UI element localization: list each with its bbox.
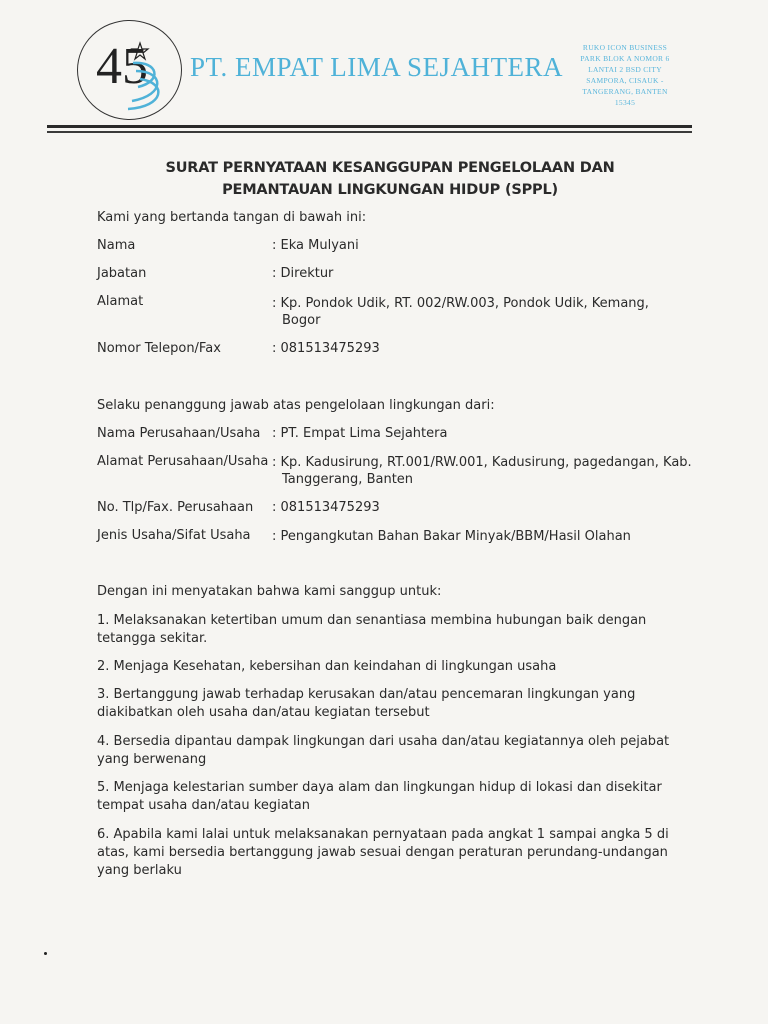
field-label: Nomor Telepon/Fax <box>97 341 221 356</box>
field-label: Jenis Usaha/Sifat Usaha <box>97 528 251 543</box>
field-value: : 081513475293 <box>272 500 380 515</box>
statement-item: 5. Menjaga kelestarian sumber daya alam dan lingkungan hidup di lokasi dan disekitar tempat usaha dan/atau kegiatan <box>97 780 662 813</box>
statement-item: 2. Menjaga Kesehatan, kebersihan dan keindahan di lingkungan usaha <box>97 659 557 674</box>
responsible-intro: Selaku penanggung jawab atas pengelolaan lingkungan dari: <box>97 398 495 413</box>
field-value-continued: Bogor <box>282 313 321 328</box>
field-label: Nama <box>97 238 136 253</box>
company-logo <box>77 20 182 120</box>
scan-speck <box>44 952 47 955</box>
field-value: : PT. Empat Lima Sejahtera <box>272 426 448 441</box>
field-label: Alamat <box>97 294 144 309</box>
statement-intro: Dengan ini menyatakan bahwa kami sanggup untuk: <box>97 584 442 599</box>
field-value: : 081513475293 <box>272 341 380 356</box>
field-value-continued: Tanggerang, Banten <box>282 472 414 487</box>
intro-text: Kami yang bertanda tangan di bawah ini: <box>97 210 367 225</box>
company-address: RUKO ICON BUSINESS PARK BLOK A NOMOR 6 LANTAI 2 BSD CITY SAMPORA, CISAUK - TANGERANG, BANTEN 15345 <box>580 43 670 107</box>
statement-item: 6. Apabila kami lalai untuk melaksanakan pernyataan pada angkat 1 sampai angka 5 di atas, kami bersedia bertanggung jawab sesuai dengan peraturan perundang-undangan yang berlaku <box>97 827 669 878</box>
field-label: Nama Perusahaan/Usaha <box>97 426 261 441</box>
letterhead-rule-thin <box>47 131 692 133</box>
logo-numerals: 45 <box>96 38 148 95</box>
statement-item: 1. Melaksanakan ketertiban umum dan senantiasa membina hubungan baik dengan tetangga sekitar. <box>97 613 647 646</box>
document-title-line1: SURAT PERNYATAAN KESANGGUPAN PENGELOLAAN DAN <box>165 160 615 176</box>
field-value: : Pengangkutan Bahan Bakar Minyak/BBM/Hasil Olahan <box>272 529 631 544</box>
company-name: PT. EMPAT LIMA SEJAHTERA <box>190 52 564 82</box>
field-value: : Eka Mulyani <box>272 238 359 253</box>
document-title-line2: PEMANTAUAN LINGKUNGAN HIDUP (SPPL) <box>222 182 558 198</box>
field-value: : Kp. Kadusirung, RT.001/RW.001, Kadusirung, pagedangan, Kab. <box>272 455 692 470</box>
field-value: : Direktur <box>272 266 334 281</box>
field-label: Alamat Perusahaan/Usaha <box>97 454 269 469</box>
statement-item: 4. Bersedia dipantau dampak lingkungan dari usaha dan/atau kegiatannya oleh pejabat yang berwenang <box>97 734 670 767</box>
field-label: No. Tlp/Fax. Perusahaan <box>97 500 254 515</box>
statement-item: 3. Bertanggung jawab terhadap kerusakan dan/atau pencemaran lingkungan yang diakibatkan oleh usaha dan/atau kegiatan tersebut <box>97 687 636 720</box>
letterhead-rule-thick <box>47 125 692 128</box>
field-value: : Kp. Pondok Udik, RT. 002/RW.003, Pondok Udik, Kemang, <box>272 296 649 311</box>
field-label: Jabatan <box>97 266 147 281</box>
